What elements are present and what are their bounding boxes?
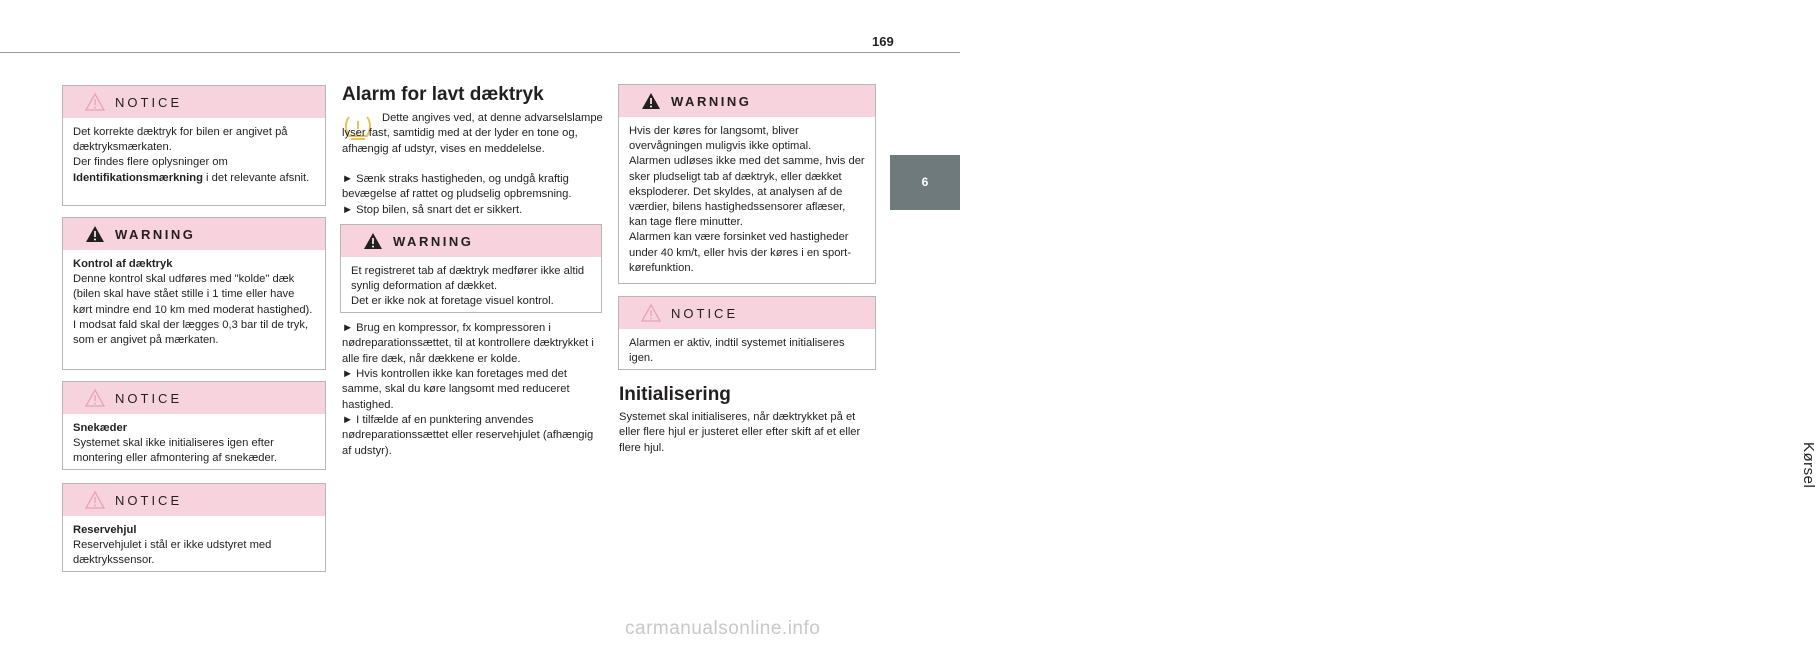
warning-line: Det er ikke nok at foretage visuel kontrol.	[351, 295, 554, 308]
warning-line: Alarmen kan være forsinket ved hastigheder under 40 km/t, eller hvis der køres i en sport-kørefunktion.	[629, 231, 851, 274]
alarm-step: ► I tilfælde af en punktering anvendes nødreparationssættet eller reservehjulet (afhængig af udstyr).	[342, 414, 594, 457]
notice-triangle-icon	[85, 491, 105, 509]
warning-body	[619, 117, 875, 285]
warning-triangle-icon	[363, 232, 383, 250]
notice-box-right	[618, 296, 876, 370]
warning-line: I modsat fald skal der lægges 0,3 bar til de tryk, som er angivet på mærkaten.	[73, 318, 309, 347]
notice-header	[63, 484, 325, 516]
notice-header	[63, 382, 325, 414]
notice-box-1	[62, 85, 326, 206]
notice-title: NOTICE	[115, 390, 183, 406]
notice-triangle-icon	[641, 304, 661, 322]
notice-body	[63, 516, 325, 578]
notice-triangle-icon	[85, 389, 105, 407]
warning-line: Alarmen udløses ikke med det samme, hvis der sker pludseligt tab af dæktryk, eller dækket eksploderer. Det skyldes, at analysen af de værdier, bilens hastighedssensorer aflæser, kan tage flere minutter.	[629, 155, 865, 229]
warning-title: WARNING	[115, 226, 196, 242]
notice-line: Reservehjulet i stål er ikke udstyret med dæktrykssensor.	[73, 539, 272, 567]
alarm-intro: Dette angives ved, at denne advarselslampe lyser fast, samtidig med at der lyder en tone og, afhængig af udstyr, vises en meddelelse.	[342, 112, 603, 155]
chapter-tab[interactable]: 6	[890, 155, 960, 210]
warning-header	[63, 218, 325, 250]
warning-line: Et registreret tab af dæktryk medfører ikke altid synlig deformation af dækket.	[351, 265, 585, 293]
notice-body	[63, 414, 325, 476]
notice-subtitle: Reservehjul	[73, 524, 137, 536]
alarm-step: ► Brug en kompressor, fx kompressoren i nødreparationssættet, til at kontrollere dæktrykket i alle fire dæk, når dækkene er kolde.	[342, 322, 594, 365]
top-rule	[0, 52, 960, 53]
warning-header	[619, 85, 875, 117]
notice-line: Alarmen er aktiv, indtil systemet initialiseres igen.	[629, 337, 845, 365]
section-title-alarm: Alarm for lavt dæktryk	[342, 84, 544, 105]
notice-line: Systemet skal ikke initialiseres igen efter montering eller afmontering af snekæder.	[73, 437, 277, 465]
warning-box-right	[618, 84, 876, 284]
warning-title: WARNING	[393, 233, 474, 249]
watermark: carmanualsonline.info	[625, 618, 821, 639]
notice-line: Det korrekte dæktryk for bilen er angivet på dæktryksmærkaten.	[73, 126, 288, 154]
page-number: 169	[872, 34, 894, 49]
warning-body	[341, 257, 601, 319]
warning-box-1	[62, 217, 326, 370]
initialisering-text: Systemet skal initialiseres, når dæktrykket på et eller flere hjul er justeret eller efter skift af et eller flere hjul.	[619, 411, 861, 454]
warning-box-middle	[340, 224, 602, 313]
notice-header	[63, 86, 325, 118]
notice-header	[619, 297, 875, 329]
warning-line: Hvis der køres for langsomt, bliver overvågningen muligvis ikke optimal.	[629, 125, 812, 153]
notice-title: NOTICE	[115, 492, 183, 508]
notice-box-3	[62, 483, 326, 572]
notice-line: Der findes flere oplysninger om Identifikationsmærkning i det relevante afsnit.	[73, 156, 310, 184]
warning-subtitle: Kontrol af dæktryk	[73, 258, 173, 270]
warning-title: WARNING	[671, 93, 752, 109]
alarm-step: ► Stop bilen, så snart det er sikkert.	[342, 204, 523, 216]
notice-subtitle: Snekæder	[73, 422, 128, 434]
alarm-step: ► Hvis kontrollen ikke kan foretages med det samme, skal du køre langsomt med reduceret hastighed.	[342, 368, 570, 411]
chapter-label: Kørsel	[1800, 442, 1817, 489]
warning-triangle-icon	[641, 92, 661, 110]
section-title-initialisering: Initialisering	[619, 384, 731, 405]
notice-body	[619, 329, 875, 375]
warning-line: Denne kontrol skal udføres med "kolde" dæk (bilen skal have stået stille i 1 time eller have kørt mindre end 10 km med moderat hastighed).	[73, 273, 313, 316]
notice-title: NOTICE	[115, 94, 183, 110]
notice-body	[63, 118, 325, 195]
notice-box-2	[62, 381, 326, 470]
notice-title: NOTICE	[671, 305, 739, 321]
warning-triangle-icon	[85, 225, 105, 243]
warning-header	[341, 225, 601, 257]
notice-triangle-icon	[85, 93, 105, 111]
alarm-step: ► Sænk straks hastigheden, og undgå kraftig bevægelse af rattet og pludselig opbremsning.	[342, 173, 572, 201]
warning-body	[63, 250, 325, 357]
